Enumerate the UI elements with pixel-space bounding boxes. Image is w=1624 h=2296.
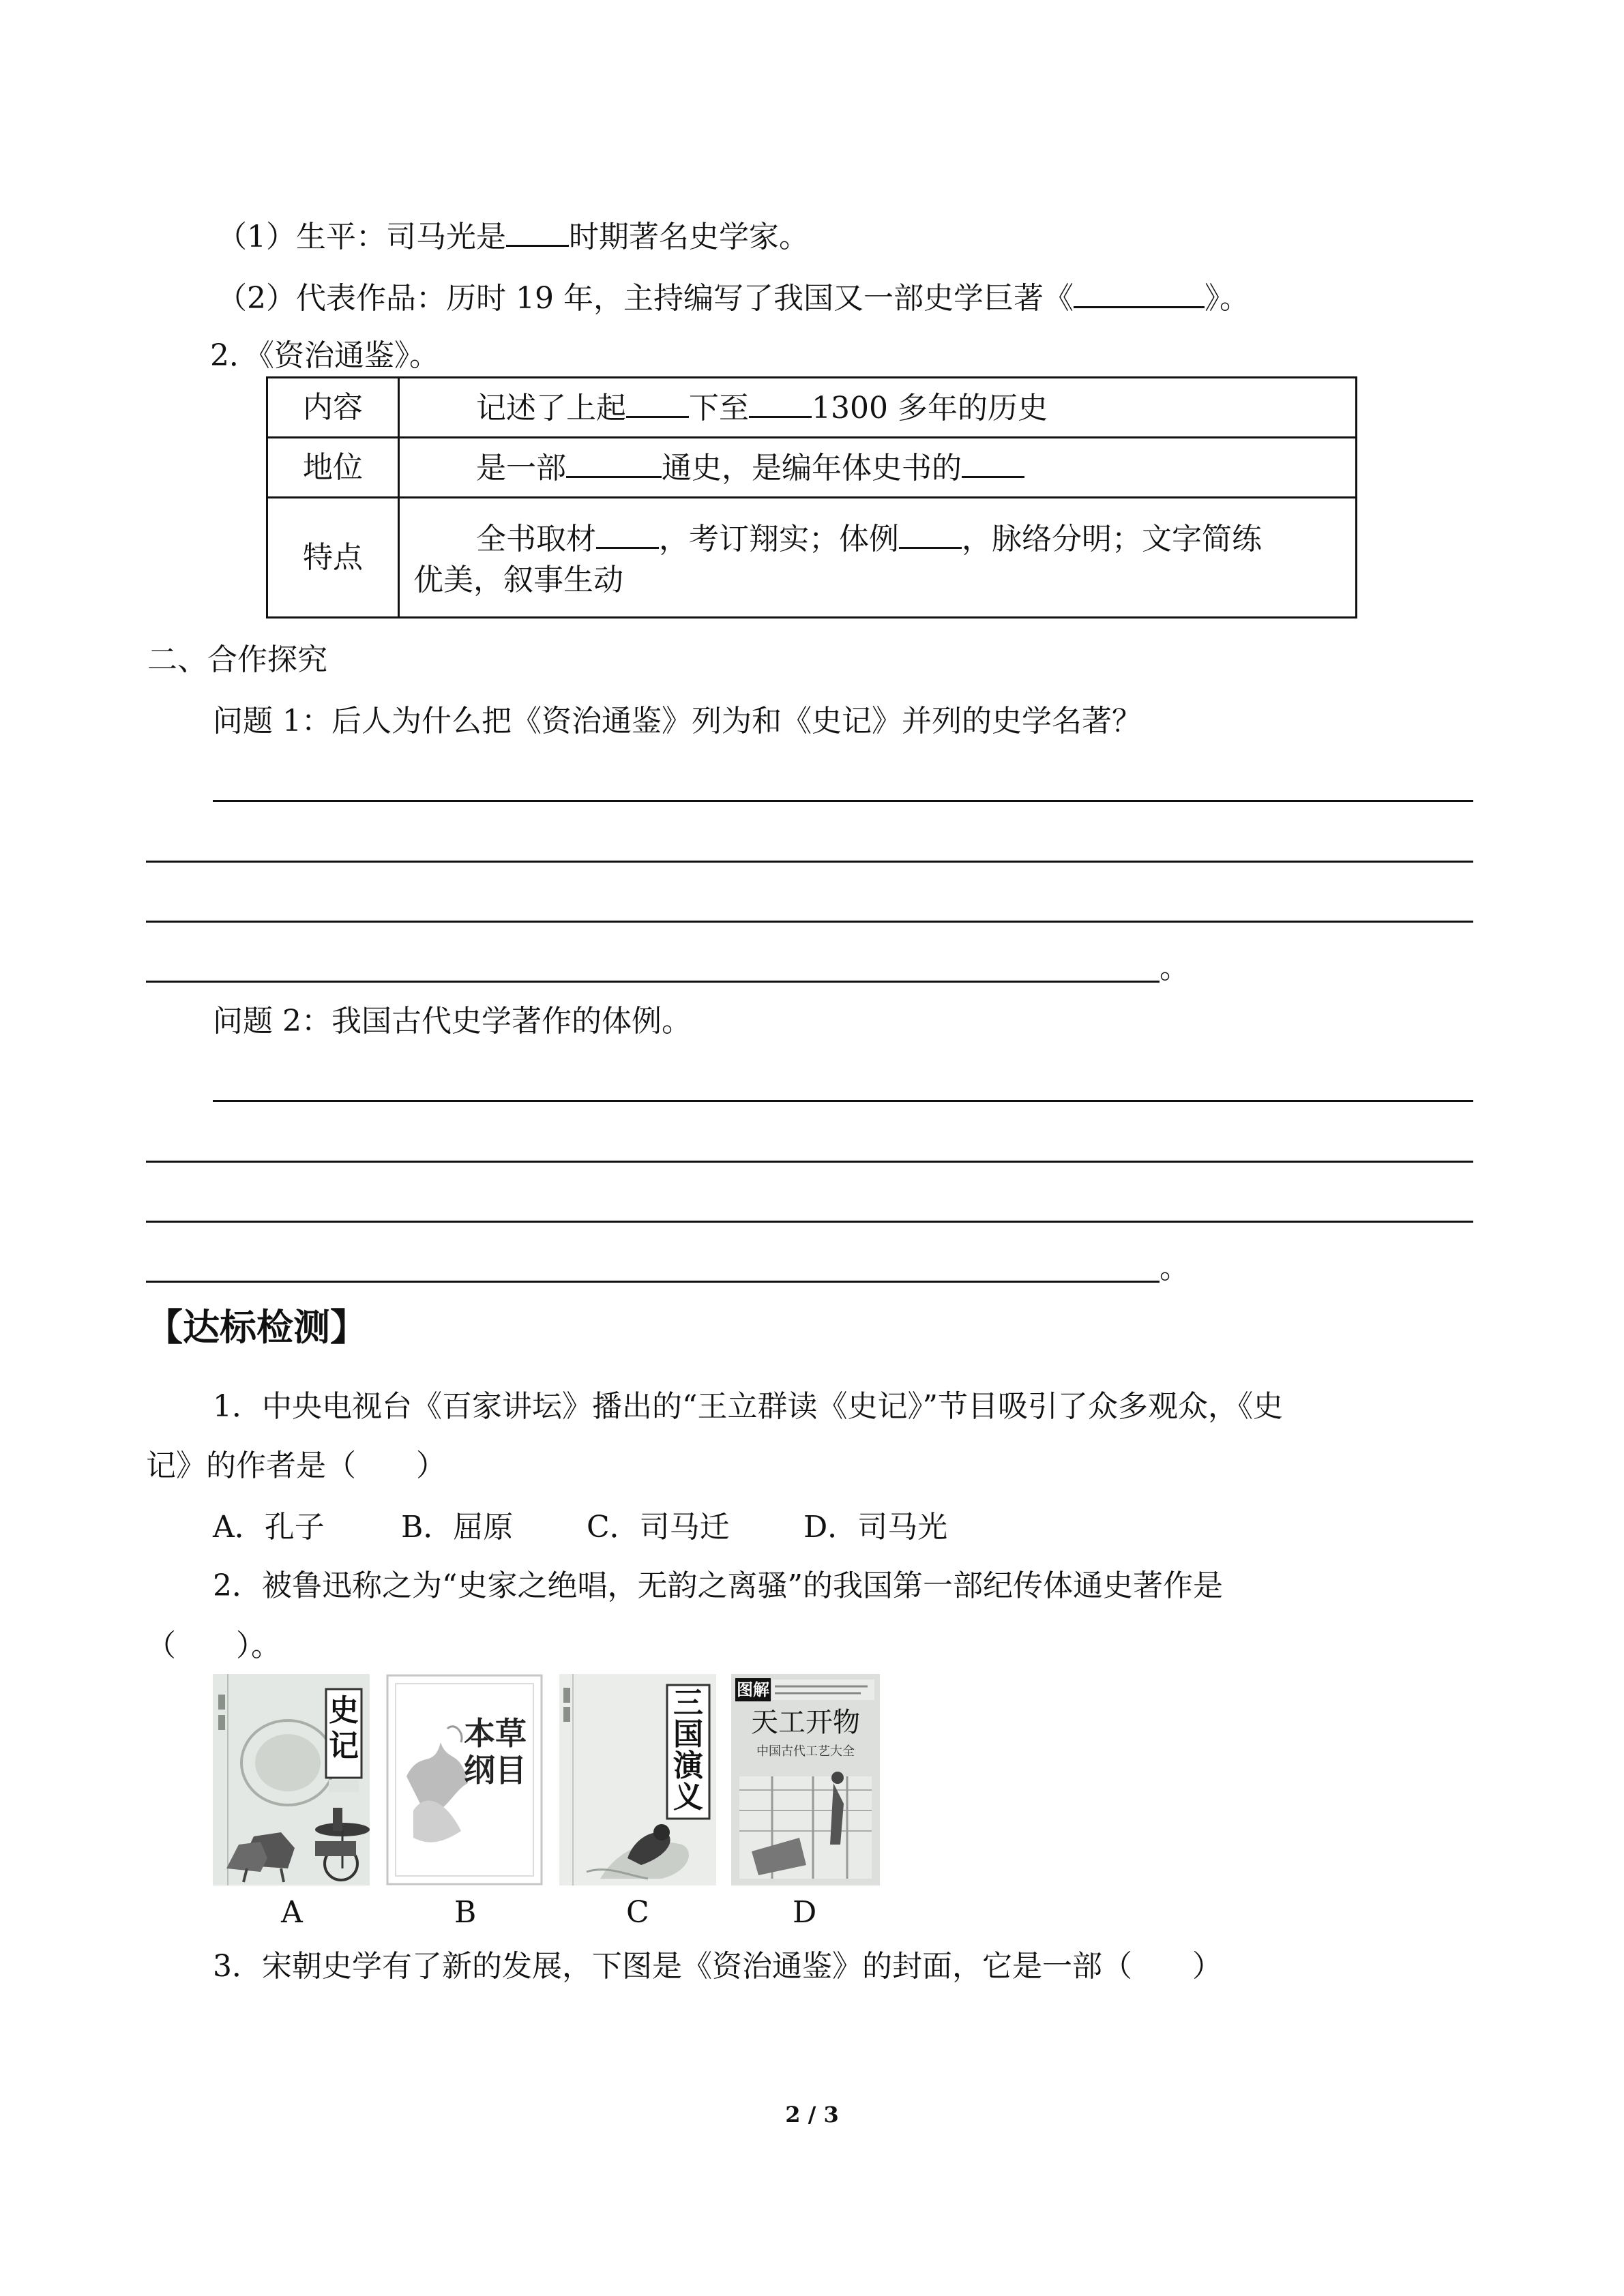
test-q2-line2: （ ）。	[146, 1628, 281, 1663]
page-number: 2 / 3	[785, 2102, 839, 2128]
answer-line	[146, 981, 1160, 983]
blank-end	[749, 386, 812, 418]
option-a: A．孔子	[213, 1510, 325, 1545]
answer-line	[146, 1281, 1160, 1283]
cover-label-c: C	[626, 1895, 649, 1930]
blank-start	[626, 386, 689, 418]
book-cover-tiangong	[731, 1674, 880, 1885]
test-q2-line1: 2．被鲁迅称之为“史家之绝唱，无韵之离骚”的我国第一部纪传体通史著作是	[213, 1568, 1223, 1603]
blank-scale	[566, 446, 662, 478]
blank-book-title	[1074, 276, 1205, 308]
item-1-line	[217, 215, 809, 258]
test-q3: 3．宋朝史学有了新的发展，下图是《资治通鉴》的封面，它是一部（ ）	[213, 1949, 1222, 1984]
blank-style	[899, 517, 962, 549]
text-part: 下至	[689, 391, 749, 426]
text-part: 记述了上起	[476, 391, 626, 426]
text-part: 通史，是编年体史书的	[662, 451, 962, 486]
tiangong-badge: 图解	[737, 1680, 769, 1699]
zizhi-tongjian-table	[266, 376, 1357, 618]
item-2-prefix: （2）代表作品：历时 19 年，主持编写了我国又一部史学巨著《	[217, 281, 1074, 316]
item-2-line	[217, 276, 1250, 319]
feature-line-2: 优美，叙事生动	[413, 563, 623, 597]
book-cover-bencao	[386, 1674, 543, 1885]
blank-material	[596, 517, 659, 549]
option-b: B．屈原	[401, 1510, 514, 1545]
row-label: 内容	[267, 378, 399, 438]
text-part: ，脉络分明；文字简练	[962, 522, 1262, 556]
feature-line-1	[416, 517, 1342, 560]
end-mark: 。	[1160, 951, 1190, 985]
item-1-suffix: 时期著名史学家。	[569, 220, 809, 254]
item-2-suffix: 》。	[1204, 281, 1250, 316]
answer-line	[213, 1100, 1473, 1102]
row-label: 特点	[267, 498, 399, 618]
answer-line	[146, 1161, 1473, 1163]
item-3-title: 2．《资治通鉴》。	[210, 338, 439, 373]
cover-label-d: D	[793, 1895, 817, 1930]
row-value	[399, 378, 1357, 438]
question-2: 问题 2：我国古代史学著作的体例。	[213, 1004, 692, 1039]
tiangong-cover-subtitle: 中国古代工艺大全	[756, 1744, 855, 1759]
answer-line	[213, 800, 1473, 802]
book-cover-sanguo	[559, 1674, 716, 1885]
text-part: 全书取材	[476, 522, 596, 556]
table-row-status	[267, 438, 1357, 498]
row-value	[399, 438, 1357, 498]
test-q1-line1: 1．中央电视台《百家讲坛》播出的“王立群读《史记》”节目吸引了众多观众，《史	[213, 1389, 1283, 1424]
text-part: ，考订翔实；体例	[659, 522, 899, 556]
text-part: 1300 多年的历史	[812, 391, 1048, 426]
row-value	[399, 498, 1357, 618]
cover-label-a: A	[281, 1895, 303, 1930]
blank-dynasty	[506, 215, 569, 247]
book-cover-shiji	[213, 1674, 370, 1885]
answer-line	[146, 921, 1473, 923]
sanguo-cover-title: 三国演义	[673, 1686, 703, 1815]
row-label: 地位	[267, 438, 399, 498]
test-q1-line2: 记》的作者是（ ）	[146, 1448, 446, 1483]
shiji-cover-title: 史记	[329, 1693, 359, 1763]
option-c: C．司马迁	[587, 1510, 730, 1545]
question-1: 问题 1：后人为什么把《资治通鉴》列为和《史记》并列的史学名著？	[213, 704, 1142, 739]
text-part: 是一部	[476, 451, 566, 486]
end-mark: 。	[1160, 1251, 1190, 1285]
blank-rank	[962, 446, 1024, 478]
table-row-content	[267, 378, 1357, 438]
answer-line	[146, 1221, 1473, 1223]
section-2-title: 二、合作探究	[147, 642, 327, 677]
option-d: D．司马光	[803, 1510, 948, 1545]
table-row-features	[267, 498, 1357, 618]
tiangong-cover-title: 天工开物	[751, 1707, 860, 1738]
item-1-prefix: （1）生平：司马光是	[217, 220, 506, 254]
cover-label-b: B	[454, 1895, 477, 1930]
bencao-cover-title: 本草纲目	[464, 1715, 527, 1789]
test-heading: 【达标检测】	[146, 1306, 367, 1349]
answer-line	[146, 861, 1473, 863]
